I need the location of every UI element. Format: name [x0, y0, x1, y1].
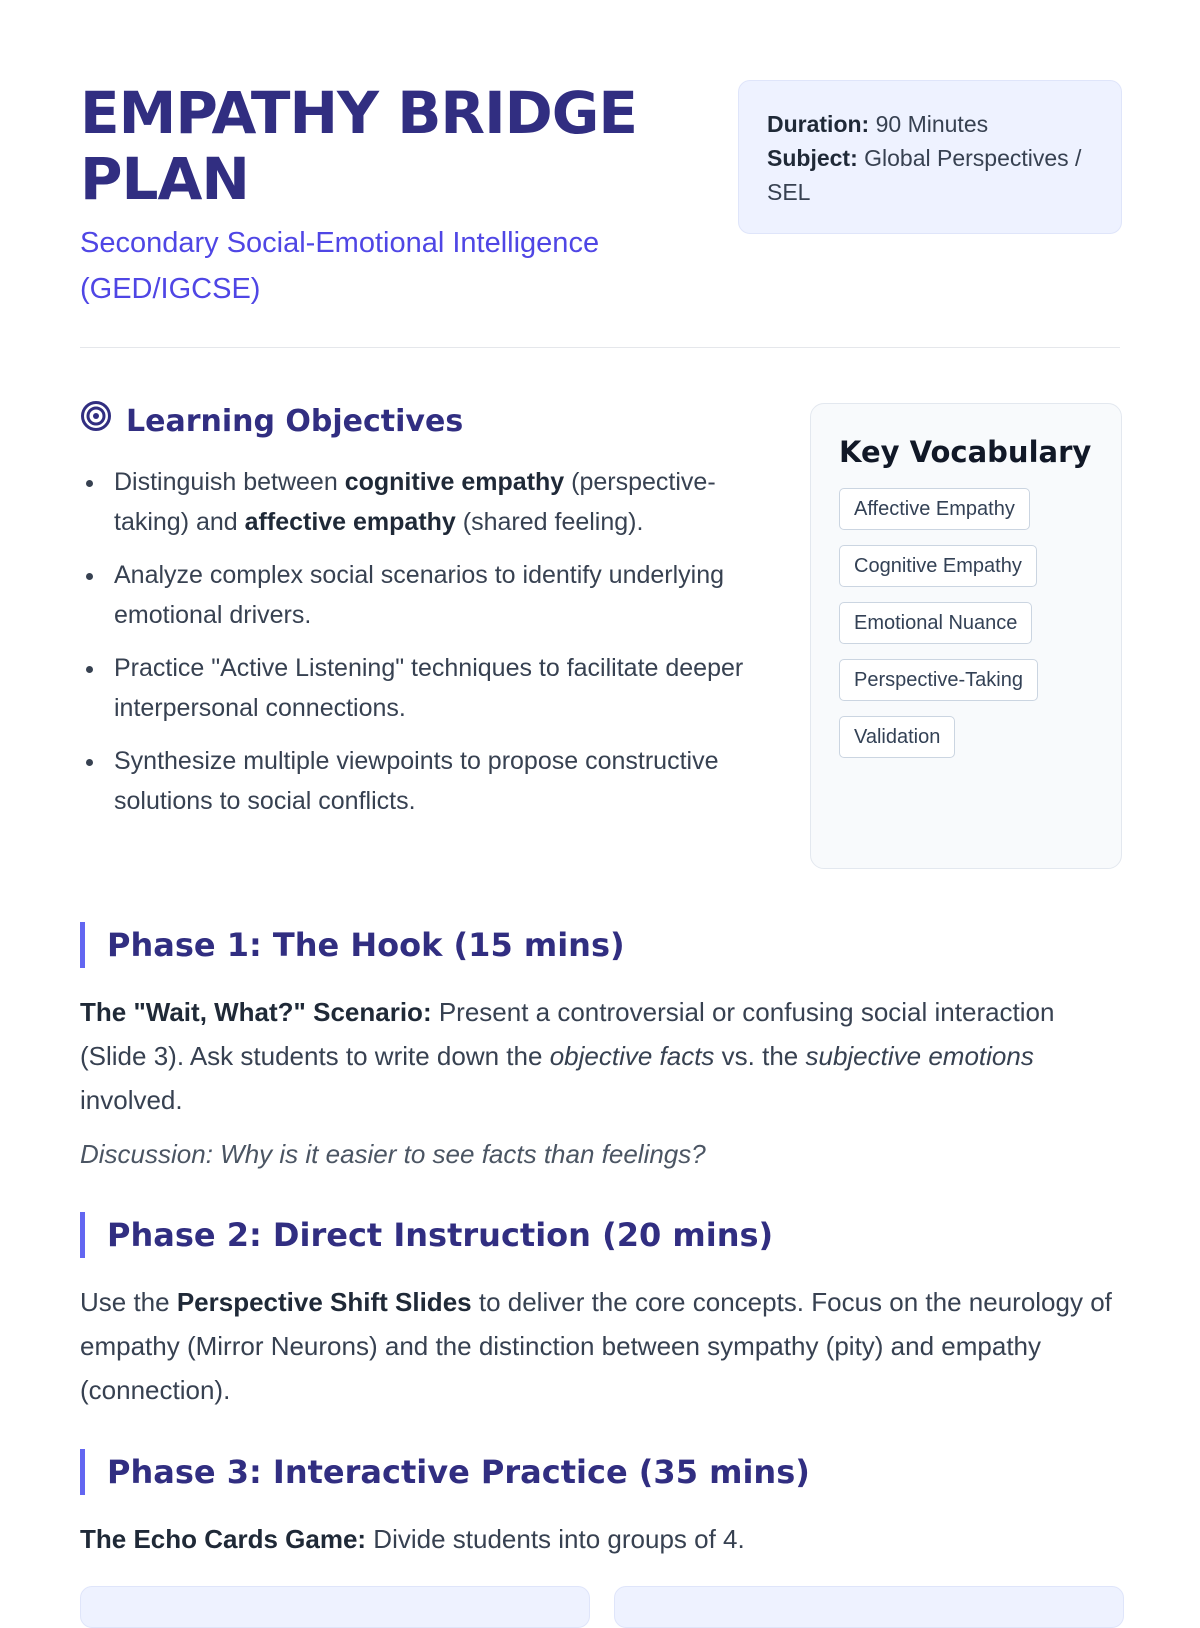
objectives-list — [80, 462, 760, 821]
vocab-tag: Perspective-Taking — [839, 659, 1038, 701]
phase-text: Use the — [80, 1287, 177, 1317]
header — [80, 80, 1120, 310]
target-icon — [80, 400, 112, 444]
vocabulary-title: Key Vocabulary — [839, 435, 1092, 469]
activity-card-right — [614, 1586, 1124, 1628]
phase-2 — [80, 1212, 1120, 1412]
objective-term: cognitive empathy — [344, 468, 565, 496]
lesson-plan-page — [80, 0, 1120, 1600]
vocab-tag: Emotional Nuance — [839, 602, 1032, 644]
title-block — [80, 80, 700, 312]
page-subtitle: Secondary Social-Emotional Intelligence (GED/IGCSE) — [80, 227, 600, 305]
phase-strong: Perspective Shift Slides — [176, 1287, 472, 1317]
objectives-heading-text: Learning Objectives — [126, 404, 464, 439]
phase-text: Divide students into groups of 4. — [366, 1524, 745, 1554]
objective-text: (shared feeling). — [455, 508, 644, 536]
vocab-tag: Cognitive Empathy — [839, 545, 1037, 587]
phase-text: to deliver the core concepts. Focus on the neurology of empathy (Mirror Neurons) and the distinction between sympathy (pity) and empathy (connection). — [80, 1287, 1112, 1405]
phase-lead: The "Wait, What?" Scenario: — [80, 997, 432, 1027]
learning-objectives — [80, 400, 760, 834]
phase-heading: Phase 3: Interactive Practice (35 mins) — [80, 1449, 1120, 1495]
key-vocabulary-card — [810, 403, 1122, 869]
phase-body — [80, 1517, 1120, 1561]
phase-heading: Phase 1: The Hook (15 mins) — [80, 922, 1120, 968]
objective-term: affective empathy — [244, 508, 456, 536]
duration-value: 90 Minutes — [875, 111, 989, 137]
header-divider — [80, 347, 1120, 348]
phase-lead: The Echo Cards Game: — [80, 1524, 367, 1554]
vocab-tag: Validation — [839, 716, 955, 758]
phase-body — [80, 1280, 1120, 1412]
phase-body — [80, 990, 1120, 1122]
objective-item: Synthesize multiple viewpoints to propose constructive solutions to social conflicts. — [80, 741, 760, 821]
meta-card — [738, 80, 1122, 234]
phase-text: Present a controversial or confusing social interaction (Slide 3). Ask students to write down the — [80, 997, 1055, 1071]
objectives-heading — [80, 400, 760, 444]
subject-label: Subject: — [767, 145, 858, 171]
objective-text: (perspective-taking) and — [114, 468, 716, 536]
activity-card-left — [80, 1586, 590, 1628]
phase-text: vs. the — [714, 1041, 806, 1071]
phase-1 — [80, 922, 1120, 1176]
duration-label: Duration: — [767, 111, 870, 137]
duration-row — [767, 107, 1093, 141]
objective-item — [80, 462, 760, 542]
phase-emphasis: subjective emotions — [805, 1041, 1034, 1071]
page-title: EMPATHY BRIDGE PLAN — [80, 79, 638, 213]
subject-value: Global Perspectives / SEL — [767, 145, 1082, 205]
phase-heading: Phase 2: Direct Instruction (20 mins) — [80, 1212, 1120, 1258]
vocab-tag: Affective Empathy — [839, 488, 1030, 530]
phase-emphasis: objective facts — [549, 1041, 715, 1071]
objective-text: Distinguish between — [114, 468, 345, 496]
subject-row — [767, 141, 1093, 209]
objective-item: Analyze complex social scenarios to identify underlying emotional drivers. — [80, 555, 760, 635]
discussion-prompt: Discussion: Why is it easier to see facts than feelings? — [80, 1139, 706, 1169]
phase-text: involved. — [80, 1085, 183, 1115]
phase-3 — [80, 1449, 1120, 1561]
objective-item: Practice "Active Listening" techniques to facilitate deeper interpersonal connections. — [80, 648, 760, 728]
